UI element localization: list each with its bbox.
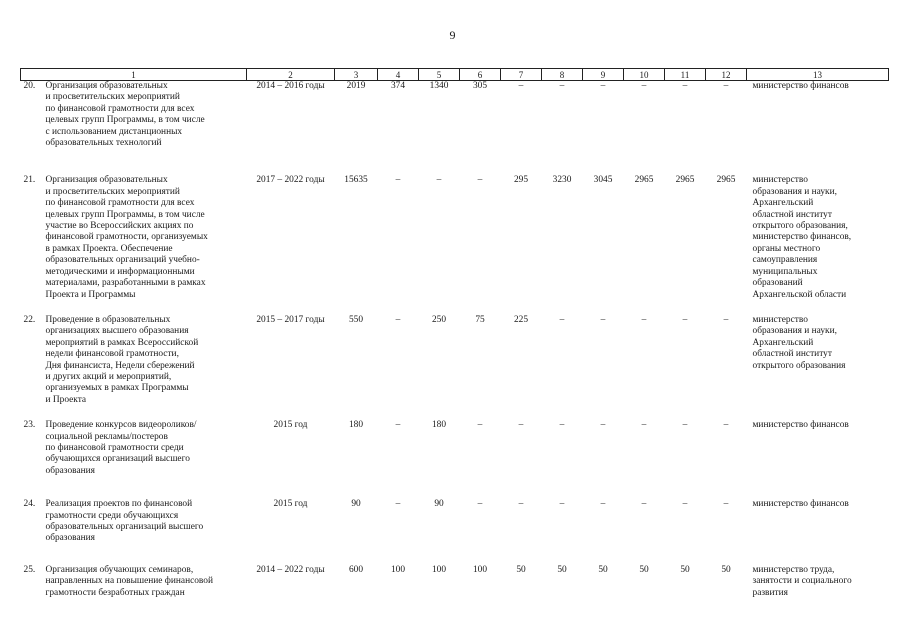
funding-value-cell: – [600,81,606,91]
measure-name-line: образования [45,533,95,544]
funding-value-cell: – [559,314,565,325]
measure-name-line: по финансовой грамотности для всех [45,198,195,209]
measure-name-line: и Проекта [45,394,87,405]
funding-value-cell: – [641,420,647,431]
measure-name-line: грамотности безработных граждан [45,587,185,598]
row-number: 25. [23,564,36,575]
row-number: 20. [23,81,36,91]
funding-value-cell: – [559,499,565,510]
period-cell: 2015 год [273,420,308,431]
table-row [21,175,889,314]
table-row [21,81,889,176]
table-row [21,565,889,599]
funding-value-cell: 180 [431,420,447,431]
funding-value-cell: – [600,499,606,510]
table-row [21,499,889,565]
measure-name-line: организациях высшего образования [45,326,189,337]
row-number: 24. [23,499,36,510]
measure-name-cell [21,499,247,565]
funding-value-cell: – [395,314,401,325]
table-row [21,315,889,420]
row-number: 22. [23,314,36,325]
executor-cell [747,315,889,420]
column-number-header-row [21,69,889,81]
funding-value-cell: – [559,81,565,91]
measure-name-line: Проекта и Программы [45,289,136,300]
measure-name-line: в рамках Проекта. Обеспечение [45,243,173,254]
executor-cell [747,565,889,599]
period-cell: 2017 – 2022 годы [256,175,325,186]
measure-name-line: образовательных организаций высшего [45,522,204,532]
executor-line: развития [752,587,788,598]
measure-name-line: Проведение конкурсов видеороликов/ [45,420,197,431]
column-number-header: 1 [21,69,247,81]
executor-line: органы местного [752,243,821,254]
measure-name-line: направленных на повышение финансовой [45,576,213,587]
executor-line: открытого образования, [752,221,848,232]
measure-name-line: и просветительских мероприятий [45,92,180,103]
funding-value-cell: 50 [516,564,526,575]
funding-value-cell: 1340 [429,81,449,91]
measure-name-line: Дня финансиста, Недели сбережений [45,360,195,371]
column-number-header: 13 [747,69,889,81]
row-number: 23. [23,420,36,431]
executor-line: Архангельский [752,337,814,348]
funding-value-cell: 90 [351,499,361,510]
measure-name-line: социальной рекламы/постеров [45,431,168,442]
funding-value-cell: – [723,314,729,325]
executor-line: самоуправления [752,255,818,266]
funding-value-cell: – [682,420,688,431]
funding-value-cell: 305 [472,81,488,91]
measure-name-line: образовательных технологий [45,138,162,149]
column-number-header: 2 [247,69,335,81]
column-number-header: 5 [419,69,460,81]
measure-name-cell [21,81,247,176]
column-number-header: 6 [460,69,501,81]
funding-value-cell: – [477,175,483,186]
funding-value-cell: 3230 [552,175,572,186]
executor-cell [747,420,889,499]
measure-name-line: и просветительских мероприятий [45,186,180,197]
executor-line: министерство [752,175,808,186]
row-number: 21. [23,175,36,186]
page-number: 9 [449,28,456,42]
funding-value-cell: 2019 [346,81,366,91]
funding-value-cell: – [682,314,688,325]
measure-name-line: с использованием дистанционных [45,126,183,137]
measure-name-line: целевых групп Программы, в том числе [45,115,205,126]
funding-value-cell: – [641,499,647,510]
executor-line: министерство финансов [752,499,849,510]
measure-name-line: образования [45,465,95,476]
executor-cell [747,81,889,176]
executor-line: министерство [752,314,808,325]
funding-value-cell: – [682,499,688,510]
funding-value-cell: – [518,499,524,510]
measure-name-line: Организация обучающих семинаров, [45,564,194,575]
measure-name-line: мероприятий в рамках Всероссийской [45,337,199,348]
funding-value-cell: 50 [639,564,649,575]
measure-name-line: организуемых в рамках Программы [45,383,189,394]
funding-value-cell: 2965 [675,175,695,186]
funding-value-cell: – [641,314,647,325]
funding-value-cell: – [723,420,729,431]
measure-name-line: участие во Всероссийских акциях по [45,221,194,232]
funding-value-cell: 250 [431,314,447,325]
executor-line: министерство финансов, [752,232,852,243]
measure-name-line: методическими и информационными [45,266,195,277]
column-number-header: 12 [706,69,747,81]
funding-value-cell: – [723,81,729,91]
funding-value-cell: – [723,499,729,510]
executor-cell [747,175,889,314]
measure-name-line: по финансовой грамотности среди [45,442,184,453]
column-number-header: 9 [583,69,624,81]
funding-value-cell: – [477,420,483,431]
executor-line: занятости и социального [752,576,852,587]
funding-value-cell: – [436,175,442,186]
measure-name-line: Организация образовательных [45,175,168,186]
funding-value-cell: 50 [680,564,690,575]
column-number-header: 8 [542,69,583,81]
funding-value-cell: 15635 [344,175,368,186]
executor-line: областной институт [752,209,832,220]
period-cell: 2014 – 2022 годы [256,564,325,575]
funding-value-cell: 374 [390,81,406,91]
executor-line: областной институт [752,349,832,360]
measure-name-line: недели финансовой грамотности, [45,349,179,360]
table-row [21,420,889,499]
funding-value-cell: – [600,314,606,325]
funding-value-cell: 2965 [634,175,654,186]
funding-value-cell: 100 [431,564,447,575]
funding-value-cell: 100 [390,564,406,575]
column-number-header: 10 [624,69,665,81]
funding-value-cell: – [518,420,524,431]
measure-name-line: финансовой грамотности, организуемых [45,232,208,243]
period-cell: 2014 – 2016 годы [256,81,325,91]
funding-value-cell: – [559,420,565,431]
funding-value-cell: – [395,420,401,431]
executor-line: министерство финансов [752,420,849,431]
column-number-header: 11 [665,69,706,81]
funding-value-cell: – [518,81,524,91]
measure-name-line: по финансовой грамотности для всех [45,103,195,114]
funding-value-cell: – [682,81,688,91]
executor-line: Архангельский [752,198,814,209]
measure-name-line: материалами, разработанными в рамках [45,278,206,289]
executor-line: министерство труда, [752,564,835,575]
executor-line: муниципальных [752,266,818,277]
funding-value-cell: 100 [472,564,488,575]
executor-line: образования и науки, [752,326,837,337]
funding-value-cell: 600 [348,564,364,575]
funding-value-cell: 50 [557,564,567,575]
measure-name-line: Проведение в образовательных [45,314,171,325]
funding-value-cell: 50 [598,564,608,575]
measure-name-cell [21,565,247,599]
program-table [20,68,889,599]
executor-line: открытого образования [752,360,846,371]
funding-value-cell: 75 [475,314,485,325]
funding-value-cell: 3045 [593,175,613,186]
funding-value-cell: 295 [513,175,529,186]
funding-value-cell: – [395,499,401,510]
funding-value-cell: 2965 [716,175,736,186]
measure-name-line: целевых групп Программы, в том числе [45,209,205,220]
measure-name-line: и других акций и мероприятий, [45,371,172,382]
funding-value-cell: – [600,420,606,431]
measure-name-cell [21,175,247,314]
column-number-header: 7 [501,69,542,81]
funding-value-cell: – [641,81,647,91]
executor-cell [747,499,889,565]
period-cell: 2015 – 2017 годы [256,314,325,325]
measure-name-line: грамотности среди обучающихся [45,510,179,521]
executor-line: образований [752,278,803,289]
funding-value-cell: 225 [513,314,529,325]
measure-name-cell [21,420,247,499]
funding-value-cell: 550 [348,314,364,325]
funding-value-cell: 90 [434,499,444,510]
executor-line: Архангельской области [752,289,847,300]
funding-value-cell: 50 [721,564,731,575]
funding-value-cell: – [477,499,483,510]
measure-name-line: Организация образовательных [45,81,168,91]
measure-name-line: Реализация проектов по финансовой [45,499,193,510]
funding-value-cell: 180 [348,420,364,431]
executor-line: министерство финансов [752,81,849,91]
measure-name-cell [21,315,247,420]
column-number-header: 4 [378,69,419,81]
column-number-header: 3 [335,69,378,81]
measure-name-line: образовательных организаций учебно- [45,255,200,266]
measure-name-line: обучающихся организаций высшего [45,454,190,465]
period-cell: 2015 год [273,499,308,510]
funding-value-cell: – [395,175,401,186]
executor-line: образования и науки, [752,186,837,197]
